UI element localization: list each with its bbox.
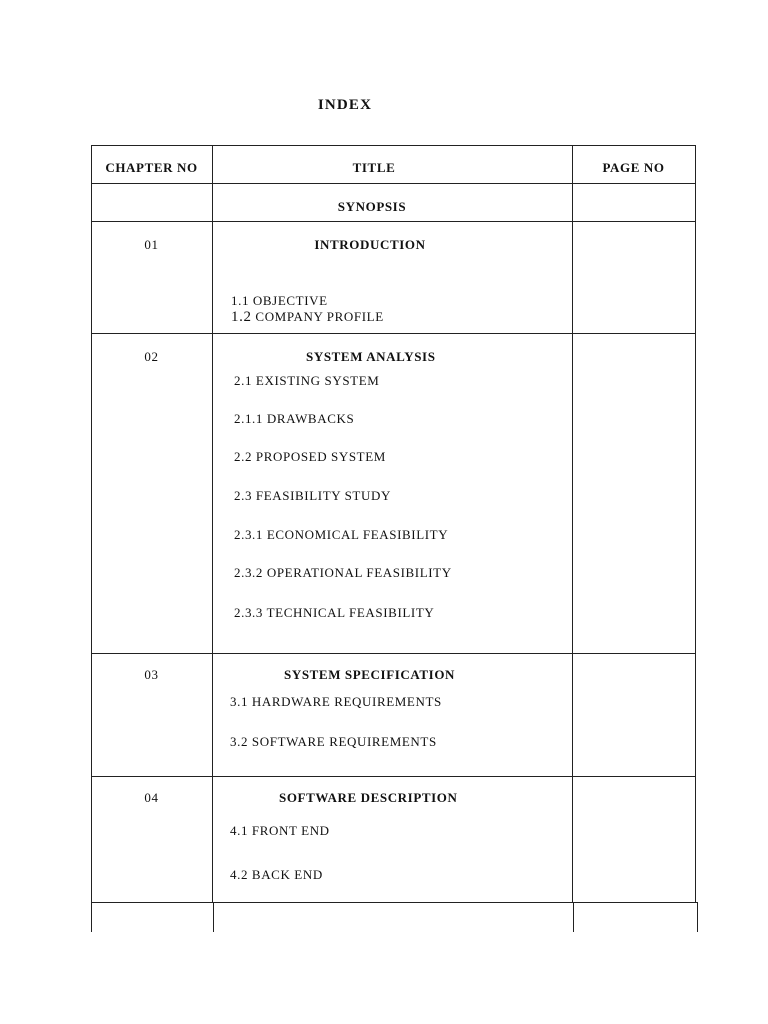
item-text: DRAWBACKS	[266, 411, 355, 426]
item-number: 2.1.1	[234, 411, 263, 426]
item-number: 2.3.1	[234, 527, 263, 542]
column-divider-1	[212, 145, 213, 902]
list-item-4-1	[230, 823, 330, 839]
row-divider-synopsis	[91, 221, 695, 222]
item-text: OPERATIONAL FEASIBILITY	[266, 565, 452, 580]
item-number: 3.2	[230, 734, 249, 749]
column-divider-2	[572, 145, 573, 902]
row-heading-system-specification: SYSTEM SPECIFICATION	[284, 667, 456, 682]
item-number: 4.1	[230, 823, 249, 838]
item-text: OBJECTIVE	[252, 293, 328, 308]
row-heading-introduction: INTRODUCTION	[314, 237, 426, 252]
list-item-2-1-1	[234, 411, 354, 427]
table-left-border	[91, 145, 92, 902]
chapter-number-02: 02	[144, 349, 159, 364]
list-item-2-2	[234, 449, 386, 465]
list-item-3-1	[230, 694, 442, 710]
row-divider-ch01	[91, 333, 695, 334]
continuation-right-border	[697, 902, 698, 932]
header-chapter-no: CHAPTER NO	[105, 160, 198, 175]
list-item-2-1	[234, 373, 379, 389]
table-right-border	[695, 145, 696, 902]
row-heading-synopsis: SYNOPSIS	[337, 199, 407, 214]
list-item-1-1	[231, 293, 328, 309]
item-text: COMPANY PROFILE	[255, 309, 384, 324]
page-title: INDEX	[317, 97, 373, 113]
header-title: TITLE	[352, 160, 396, 175]
item-text: FEASIBILITY STUDY	[255, 488, 391, 503]
item-number: 1.1	[231, 293, 250, 308]
item-number: 2.3	[234, 488, 253, 503]
chapter-number-01: 01	[144, 237, 159, 252]
row-divider-ch03	[91, 776, 695, 777]
header-page-no: PAGE NO	[602, 160, 665, 175]
row-divider-ch04	[91, 902, 697, 903]
item-number: 2.2	[234, 449, 253, 464]
item-number: 4.2	[230, 867, 249, 882]
continuation-column-divider-1	[213, 902, 214, 932]
chapter-number-04: 04	[144, 790, 159, 805]
row-heading-software-description: SOFTWARE DESCRIPTION	[279, 790, 458, 805]
table-top-border	[91, 145, 695, 146]
item-text: TECHNICAL FEASIBILITY	[266, 605, 435, 620]
item-text: HARDWARE REQUIREMENTS	[251, 694, 442, 709]
item-number: 2.3.3	[234, 605, 263, 620]
list-item-2-3	[234, 488, 391, 504]
item-text: PROPOSED SYSTEM	[255, 449, 386, 464]
continuation-left-border	[91, 902, 92, 932]
list-item-2-3-3	[234, 605, 434, 621]
list-item-2-3-2	[234, 565, 452, 581]
list-item-4-2	[230, 867, 323, 883]
header-bottom-border	[91, 183, 695, 184]
item-number: 3.1	[230, 694, 249, 709]
item-number: 2.1	[234, 373, 253, 388]
item-number: 1.2	[231, 309, 252, 325]
item-text: EXISTING SYSTEM	[255, 373, 380, 388]
item-text: SOFTWARE REQUIREMENTS	[251, 734, 437, 749]
list-item-2-3-1	[234, 527, 448, 543]
item-number: 2.3.2	[234, 565, 263, 580]
item-text: ECONOMICAL FEASIBILITY	[266, 527, 449, 542]
continuation-column-divider-2	[573, 902, 574, 932]
row-divider-ch02	[91, 653, 695, 654]
list-item-3-2	[230, 734, 437, 750]
item-text: FRONT END	[251, 823, 330, 838]
chapter-number-03: 03	[144, 667, 159, 682]
item-text: BACK END	[251, 867, 323, 882]
row-heading-system-analysis: SYSTEM ANALYSIS	[306, 349, 436, 364]
list-item-1-2	[231, 309, 384, 325]
